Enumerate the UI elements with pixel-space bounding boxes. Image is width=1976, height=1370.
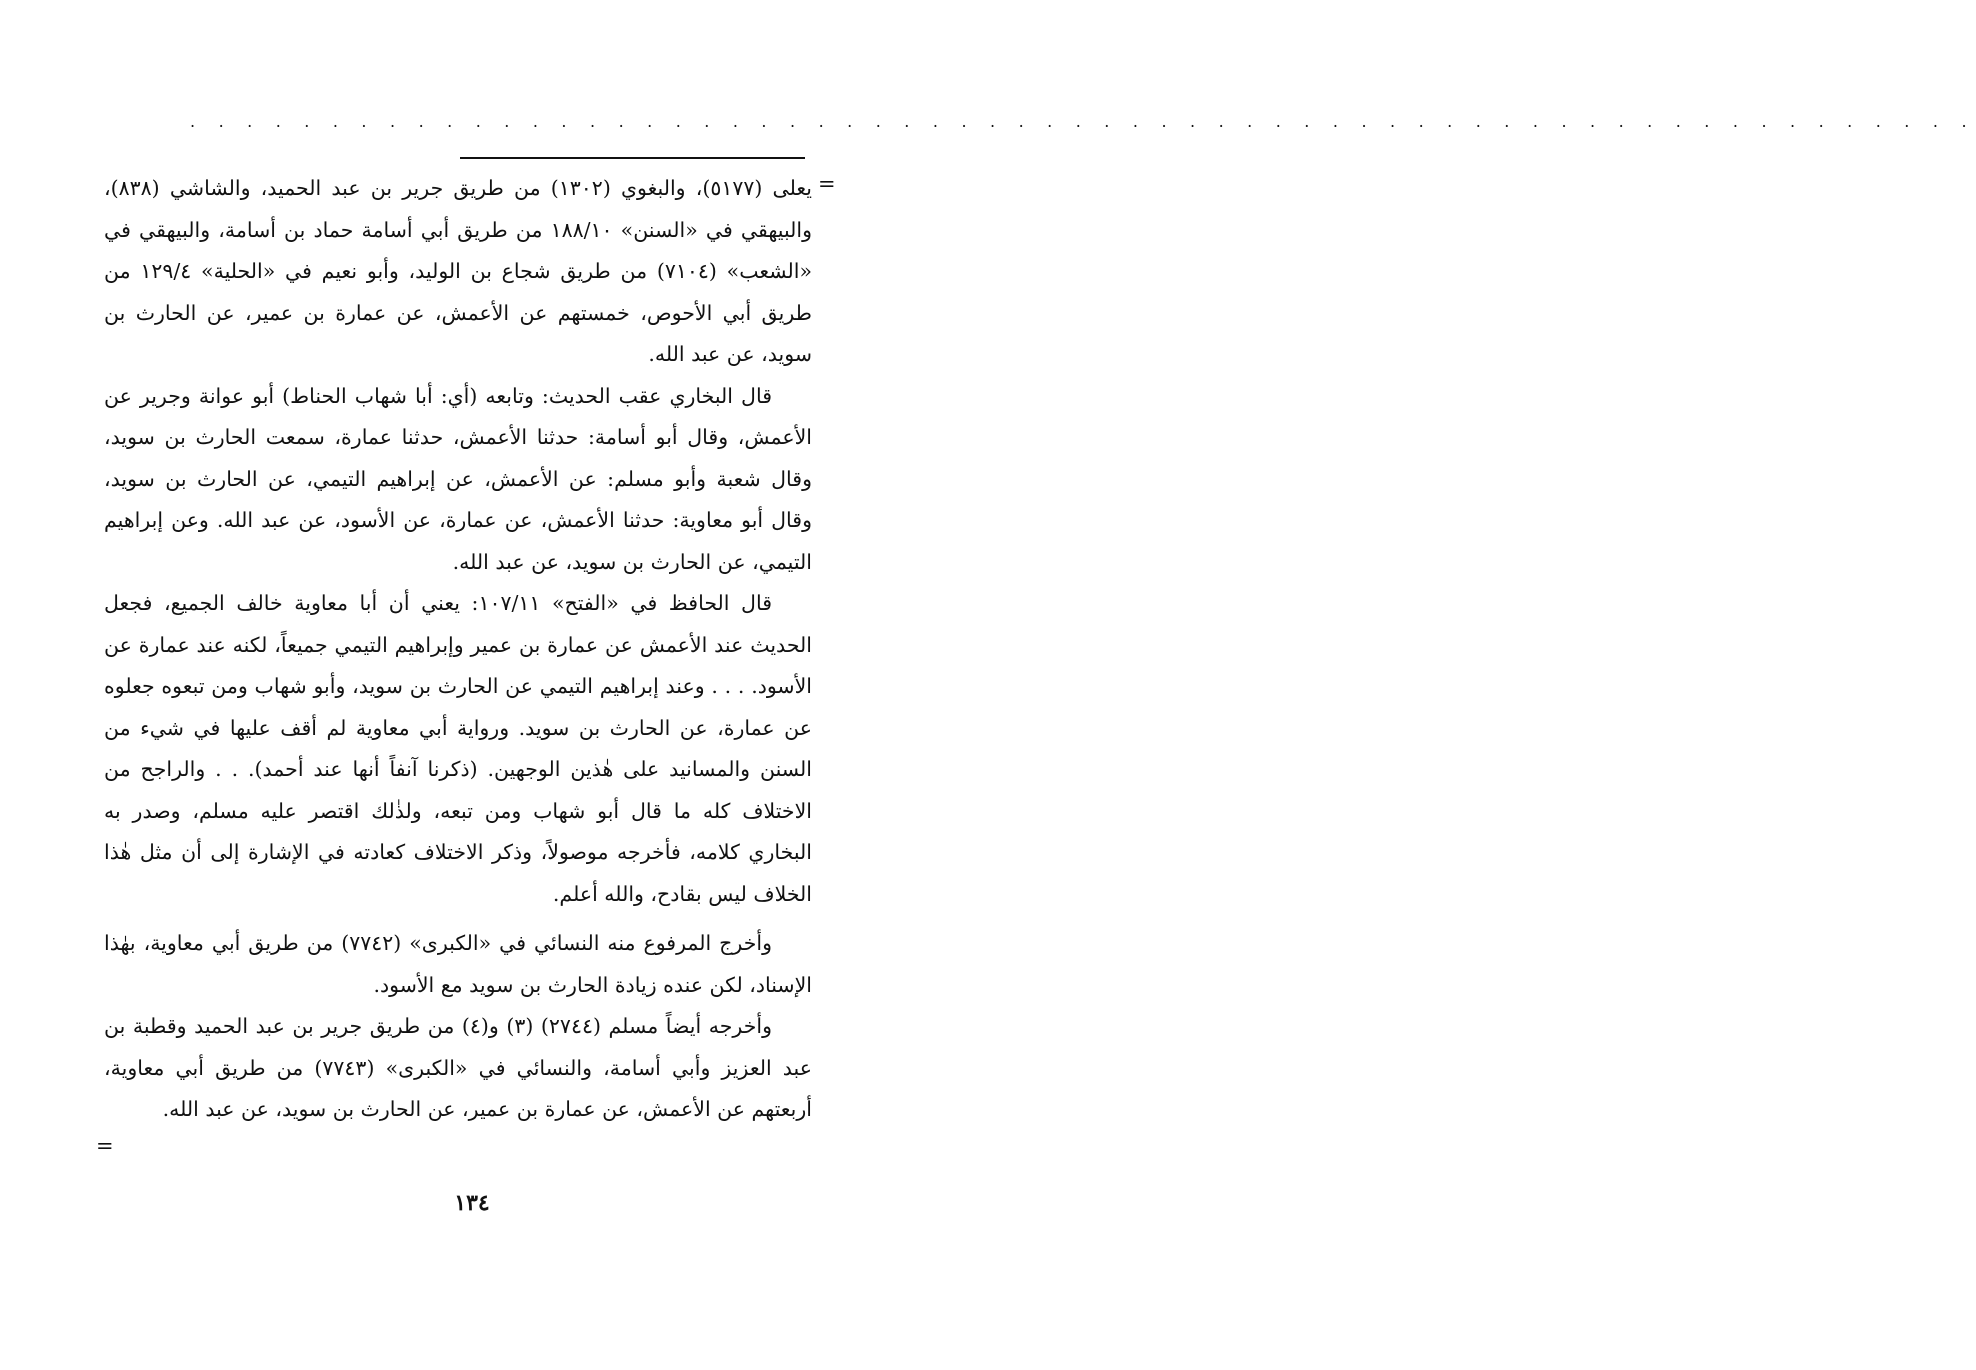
paragraph-muslim: وأخرجه أيضاً مسلم (٢٧٤٤) (٣) و(٤) من طريق جرير بن عبد الحميد وقطبة بن عبد العزيز وأبي أسامة، والنسائي في «الكبرى» (٧٧٤٣) من طريق أبي معاوية، أربعتهم عن الأعمش، عن عمارة بن عمير، عن الحارث بن سويد، عن عبد الله. [104, 1014, 812, 1121]
footnote-rule [460, 157, 805, 159]
paragraph-hafiz: قال الحافظ في «الفتح» ١٠٧/١١: يعني أن أبا معاوية خالف الجميع، فجعل الحديث عند الأعمش عن عمارة بن عمير وإبراهيم التيمي جميعاً، لكنه عند عمارة عن الأسود. . . . وعند إبراهيم التيمي عن الحارث بن سويد، وأبو شهاب ومن تبعوه جعلوه عن عمارة، عن الحارث بن سويد. ورواية أبي معاوية لم أقف عليها في شيء من السنن والمسانيد على هٰذين الوجهين. (ذكرنا آنفاً أنها عند أحمد). . . والراجح من الاختلاف كله ما قال أبو شهاب ومن تبعه، ولذٰلك اقتصر عليه مسلم، وصدر به البخاري كلامه، فأخرجه موصولاً، وذكر الاختلاف كعادته في الإشارة إلى أن مثل هٰذا الخلاف ليس بقادح، والله أعلم. [104, 591, 812, 906]
page-number: ١٣٤ [454, 1190, 490, 1216]
paragraph-bukhari: قال البخاري عقب الحديث: وتابعه (أي: أبا شهاب الحناط) أبو عوانة وجرير عن الأعمش، وقال أبو أسامة: حدثنا الأعمش، حدثنا عمارة، سمعت الحارث بن سويد، وقال شعبة وأبو مسلم: عن الأعمش، عن إبراهيم التيمي، عن الحارث بن سويد، وقال أبو معاوية: حدثنا الأعمش، عن عمارة، عن الأسود، عن عبد الله. وعن إبراهيم التيمي، عن الحارث بن سويد، عن عبد الله. [104, 383, 812, 574]
footnote-text [104, 168, 812, 1131]
separator-dots: . . . . . . . . . . . . . . . . . . . . . . . . . . . . . . . . . . . . . . . . . . . . . . . . . . . . . . . . . . . . . . . [190, 112, 1976, 131]
paragraph-continued-citation: يعلى (٥١٧٧)، والبغوي (١٣٠٢) من طريق جرير بن عبد الحميد، والشاشي (٨٣٨)، والبيهقي في «السنن» ١٨٨/١٠ من طريق أبي أسامة حماد بن أسامة، والبيهقي في «الشعب» (٧١٠٤) من طريق شجاع بن الوليد، وأبو نعيم في «الحلية» ١٢٩/٤ من طريق أبي الأحوص، خمستهم عن الأعمش، عن عمارة بن عمير، عن الحارث بن سويد، عن عبد الله. [104, 176, 813, 366]
continuation-mark-top: = [818, 172, 836, 196]
paragraph-nasai: وأخرج المرفوع منه النسائي في «الكبرى» (٧٧٤٢) من طريق أبي معاوية، بهٰذا الإسناد، لكن عنده زيادة الحارث بن سويد مع الأسود. [104, 931, 812, 997]
continuation-mark-bottom: = [96, 1134, 114, 1158]
